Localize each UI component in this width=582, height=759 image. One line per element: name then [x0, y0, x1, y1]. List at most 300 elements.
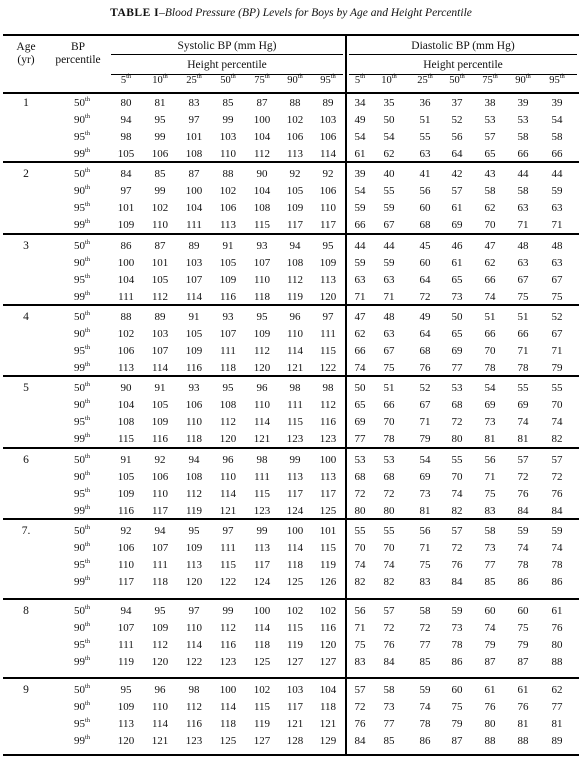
systolic-value: 97	[322, 311, 334, 323]
systolic-value: 94	[188, 454, 200, 466]
systolic-value: 113	[319, 471, 337, 483]
diastolic-value: 76	[383, 639, 395, 651]
diastolic-value: 81	[419, 505, 431, 517]
diastolic-value: 74	[383, 559, 395, 571]
pct-number: 25	[186, 75, 197, 86]
diastolic-value: 57	[451, 525, 463, 537]
diastolic-value: 62	[551, 684, 563, 696]
bp-number: 95	[73, 639, 85, 651]
diastolic-value: 63	[383, 328, 395, 340]
bp-number: 50	[73, 525, 85, 537]
systolic-value: 92	[154, 454, 166, 466]
systolic-value: 93	[222, 311, 234, 323]
pct-number: 50	[449, 75, 460, 86]
diastolic-value: 52	[551, 311, 563, 323]
age-cell: 5	[23, 382, 29, 394]
diastolic-value: 66	[517, 328, 529, 340]
diastolic-value: 55	[383, 185, 395, 197]
bp-percentile-cell	[50, 622, 90, 634]
diastolic-value: 55	[354, 525, 366, 537]
diastolic-value: 79	[419, 433, 431, 445]
diastolic-value: 80	[551, 639, 563, 651]
diastolic-value: 68	[383, 471, 395, 483]
systolic-value: 122	[219, 576, 237, 588]
bp-suffix: th	[84, 432, 90, 439]
diastolic-value: 88	[484, 735, 496, 747]
systolic-value: 104	[185, 202, 203, 214]
systolic-value: 91	[154, 382, 166, 394]
age-cell: 9	[23, 684, 29, 696]
systolic-value: 105	[185, 328, 203, 340]
systolic-value: 113	[286, 471, 304, 483]
pct-number: 50	[220, 75, 231, 86]
diastolic-value: 72	[419, 622, 431, 634]
systolic-value: 108	[253, 202, 271, 214]
diastolic-value: 51	[484, 311, 496, 323]
pct-suffix: th	[162, 73, 168, 80]
diastolic-value: 60	[517, 605, 529, 617]
bp-percentile-cell	[50, 148, 90, 160]
bp-number: 90	[73, 471, 85, 483]
systolic-value: 94	[120, 605, 132, 617]
bp-suffix: th	[84, 201, 90, 208]
pct-suffix: th	[264, 73, 270, 80]
systolic-value: 114	[253, 416, 271, 428]
diastolic-value: 49	[354, 114, 366, 126]
diastolic-value: 66	[484, 274, 496, 286]
systolic-value: 117	[319, 488, 337, 500]
systolic-value: 102	[319, 605, 337, 617]
systolic-value: 116	[185, 362, 203, 374]
systolic-value: 111	[320, 328, 336, 340]
systolic-value: 114	[151, 718, 169, 730]
systolic-value: 95	[322, 240, 334, 252]
systolic-value: 100	[286, 525, 304, 537]
bp-suffix: th	[84, 167, 90, 174]
diastolic-value: 58	[484, 185, 496, 197]
diastolic-value: 80	[484, 718, 496, 730]
systolic-value: 96	[154, 684, 166, 696]
systolic-value: 121	[319, 718, 337, 730]
systolic-value: 101	[319, 525, 337, 537]
diastolic-value: 72	[517, 471, 529, 483]
bp-suffix: th	[84, 541, 90, 548]
systolic-value: 115	[319, 542, 337, 554]
systolic-value: 98	[120, 131, 132, 143]
systolic-value: 94	[289, 240, 301, 252]
systolic-value: 114	[319, 148, 337, 160]
systolic-value: 117	[286, 219, 304, 231]
systolic-value: 106	[286, 131, 304, 143]
diastolic-value: 86	[551, 576, 563, 588]
systolic-value: 105	[151, 274, 169, 286]
systolic-value: 100	[253, 114, 271, 126]
diastolic-value: 67	[517, 274, 529, 286]
diastolic-value: 63	[517, 202, 529, 214]
diastolic-value: 86	[419, 735, 431, 747]
systolic-value: 119	[286, 639, 304, 651]
systolic-value: 114	[219, 701, 237, 713]
diastolic-value: 50	[451, 311, 463, 323]
pct-number: 75	[254, 75, 265, 86]
bp-percentile-header	[48, 41, 108, 67]
systolic-value: 114	[185, 639, 203, 651]
systolic-value: 125	[319, 505, 337, 517]
systolic-value: 109	[185, 542, 203, 554]
diastolic-value: 54	[383, 131, 395, 143]
systolic-value: 98	[188, 684, 200, 696]
bp-percentile-cell	[50, 240, 90, 252]
diastolic-value: 77	[354, 433, 366, 445]
systolic-value: 110	[319, 202, 337, 214]
diastolic-value: 87	[517, 656, 529, 668]
bp-number: 90	[73, 185, 85, 197]
systolic-value: 117	[286, 488, 304, 500]
diastolic-value: 66	[484, 328, 496, 340]
systolic-value: 116	[117, 505, 135, 517]
systolic-value: 116	[219, 291, 237, 303]
systolic-value: 127	[319, 656, 337, 668]
diastolic-value: 53	[383, 454, 395, 466]
systolic-height-pct	[179, 75, 209, 86]
diastolic-value: 74	[551, 416, 563, 428]
systolic-value: 124	[286, 505, 304, 517]
systolic-value: 94	[154, 525, 166, 537]
diastolic-value: 63	[354, 274, 366, 286]
bp-percentile-cell	[50, 718, 90, 730]
diastolic-value: 62	[484, 202, 496, 214]
diastolic-value: 59	[354, 202, 366, 214]
diastolic-value: 85	[419, 656, 431, 668]
age-cell: 8	[23, 605, 29, 617]
pct-suffix: th	[230, 73, 236, 80]
diastolic-value: 58	[517, 131, 529, 143]
diastolic-value: 72	[383, 488, 395, 500]
bp-suffix: th	[84, 130, 90, 137]
systolic-value: 88	[222, 168, 234, 180]
diastolic-value: 60	[419, 202, 431, 214]
diastolic-value: 55	[517, 382, 529, 394]
systolic-value: 101	[185, 131, 203, 143]
systolic-value: 123	[319, 433, 337, 445]
systolic-value: 81	[154, 97, 166, 109]
diastolic-value: 58	[419, 605, 431, 617]
diastolic-value: 75	[354, 639, 366, 651]
diastolic-height-pct	[374, 75, 404, 86]
diastolic-value: 52	[451, 114, 463, 126]
diastolic-value: 50	[354, 382, 366, 394]
diastolic-value: 76	[484, 701, 496, 713]
systolic-value: 112	[151, 639, 169, 651]
bp-number: 90	[73, 328, 85, 340]
systolic-value: 105	[286, 185, 304, 197]
systolic-value: 112	[219, 416, 237, 428]
systolic-value: 106	[319, 185, 337, 197]
group-separator	[3, 518, 579, 520]
systolic-value: 100	[185, 185, 203, 197]
diastolic-value: 55	[383, 525, 395, 537]
bp-number: 90	[73, 622, 85, 634]
header-rule	[3, 92, 579, 94]
diastolic-value: 57	[551, 454, 563, 466]
bp-suffix: th	[84, 256, 90, 263]
systolic-value: 118	[319, 701, 337, 713]
diastolic-value: 71	[354, 291, 366, 303]
diastolic-value: 51	[383, 382, 395, 394]
systolic-value: 107	[219, 328, 237, 340]
diastolic-value: 74	[354, 362, 366, 374]
bp-number: 95	[73, 202, 85, 214]
diastolic-value: 69	[451, 345, 463, 357]
diastolic-value: 47	[484, 240, 496, 252]
systolic-height-header: Height percentile	[187, 59, 267, 71]
bp-percentile-cell	[50, 576, 90, 588]
diastolic-value: 55	[419, 131, 431, 143]
bp-number: 99	[73, 576, 85, 588]
diastolic-value: 56	[419, 525, 431, 537]
diastolic-value: 61	[484, 684, 496, 696]
diastolic-value: 59	[517, 525, 529, 537]
systolic-value: 111	[254, 471, 270, 483]
systolic-value: 120	[219, 433, 237, 445]
diastolic-value: 84	[383, 656, 395, 668]
systolic-value: 112	[151, 291, 169, 303]
systolic-value: 97	[120, 185, 132, 197]
systolic-value: 108	[185, 471, 203, 483]
bp-suffix: th	[84, 310, 90, 317]
bp-percentile-cell	[50, 542, 90, 554]
systolic-value: 97	[188, 605, 200, 617]
systolic-value: 88	[289, 97, 301, 109]
systolic-value: 100	[117, 257, 135, 269]
diastolic-value: 69	[451, 219, 463, 231]
diastolic-value: 44	[551, 168, 563, 180]
systolic-value: 123	[286, 433, 304, 445]
diastolic-value: 59	[383, 257, 395, 269]
bp-number: 99	[73, 148, 85, 160]
bp-number: 95	[73, 345, 85, 357]
bp-header-line2: percentile	[55, 54, 101, 66]
diastolic-value: 75	[451, 701, 463, 713]
diastolic-value: 44	[354, 240, 366, 252]
diastolic-value: 78	[551, 559, 563, 571]
diastolic-value: 82	[551, 433, 563, 445]
diastolic-value: 75	[419, 559, 431, 571]
systolic-value: 119	[117, 656, 135, 668]
diastolic-value: 78	[484, 362, 496, 374]
diastolic-value: 67	[551, 328, 563, 340]
bp-number: 95	[73, 131, 85, 143]
systolic-underline	[111, 54, 343, 55]
diastolic-value: 59	[383, 202, 395, 214]
diastolic-value: 56	[354, 605, 366, 617]
bp-suffix: th	[84, 398, 90, 405]
bp-percentile-cell	[50, 362, 90, 374]
systolic-value: 110	[253, 274, 271, 286]
pct-suffix: th	[492, 73, 498, 80]
systolic-value: 107	[151, 345, 169, 357]
group-separator	[3, 304, 579, 306]
diastolic-value: 71	[419, 542, 431, 554]
diastolic-value: 75	[383, 362, 395, 374]
diastolic-value: 44	[517, 168, 529, 180]
systolic-value: 118	[219, 718, 237, 730]
systolic-value: 108	[185, 148, 203, 160]
diastolic-value: 72	[551, 471, 563, 483]
pct-number: 95	[549, 75, 560, 86]
systolic-height-pct	[280, 75, 310, 86]
systolic-value: 89	[322, 97, 334, 109]
diastolic-value: 61	[517, 684, 529, 696]
pct-suffix: th	[360, 73, 366, 80]
systolic-value: 103	[151, 328, 169, 340]
diastolic-value: 76	[517, 488, 529, 500]
diastolic-value: 53	[484, 114, 496, 126]
systolic-value: 113	[117, 362, 135, 374]
diastolic-value: 69	[419, 471, 431, 483]
systolic-value: 113	[185, 559, 203, 571]
diastolic-value: 74	[451, 488, 463, 500]
systolic-value: 115	[253, 701, 271, 713]
bp-suffix: th	[84, 604, 90, 611]
diastolic-value: 40	[383, 168, 395, 180]
systolic-value: 102	[286, 605, 304, 617]
systolic-value: 85	[154, 168, 166, 180]
diastolic-value: 77	[383, 718, 395, 730]
systolic-value: 112	[185, 701, 203, 713]
systolic-value: 95	[222, 382, 234, 394]
systolic-value: 100	[319, 454, 337, 466]
diastolic-value: 76	[551, 488, 563, 500]
systolic-value: 125	[219, 735, 237, 747]
systolic-value: 89	[154, 311, 166, 323]
systolic-value: 109	[185, 345, 203, 357]
diastolic-value: 79	[484, 639, 496, 651]
systolic-value: 110	[219, 148, 237, 160]
diastolic-value: 69	[484, 399, 496, 411]
systolic-value: 113	[286, 148, 304, 160]
systolic-value: 110	[286, 328, 304, 340]
systolic-height-pct	[213, 75, 243, 86]
systolic-value: 113	[319, 274, 337, 286]
pct-suffix: th	[297, 73, 303, 80]
diastolic-value: 76	[419, 362, 431, 374]
systolic-value: 88	[120, 311, 132, 323]
diastolic-value: 71	[551, 345, 563, 357]
systolic-value: 85	[222, 97, 234, 109]
bp-suffix: th	[84, 717, 90, 724]
diastolic-value: 71	[517, 345, 529, 357]
diastolic-value: 69	[517, 399, 529, 411]
diastolic-value: 81	[551, 718, 563, 730]
systolic-value: 115	[253, 488, 271, 500]
systolic-value: 99	[222, 114, 234, 126]
bp-number: 99	[73, 433, 85, 445]
diastolic-value: 84	[551, 505, 563, 517]
diastolic-value: 59	[419, 684, 431, 696]
systolic-value: 110	[185, 416, 203, 428]
bp-number: 95	[73, 274, 85, 286]
systolic-value: 117	[286, 701, 304, 713]
systolic-value: 103	[185, 257, 203, 269]
systolic-value: 83	[188, 97, 200, 109]
bp-suffix: th	[84, 381, 90, 388]
systolic-value: 108	[219, 399, 237, 411]
diastolic-value: 86	[451, 656, 463, 668]
diastolic-value: 83	[354, 656, 366, 668]
diastolic-value: 66	[354, 345, 366, 357]
systolic-value: 104	[253, 185, 271, 197]
diastolic-value: 74	[551, 542, 563, 554]
diastolic-value: 71	[517, 219, 529, 231]
bp-suffix: th	[84, 700, 90, 707]
diastolic-value: 57	[517, 454, 529, 466]
diastolic-value: 38	[484, 97, 496, 109]
systolic-value: 106	[219, 202, 237, 214]
systolic-value: 109	[319, 257, 337, 269]
diastolic-value: 64	[451, 148, 463, 160]
diastolic-value: 65	[451, 274, 463, 286]
systolic-value: 91	[222, 240, 234, 252]
systolic-value: 84	[120, 168, 132, 180]
diastolic-value: 47	[354, 311, 366, 323]
pct-number: 5	[120, 75, 127, 86]
systolic-value: 99	[289, 454, 301, 466]
systolic-value: 104	[117, 274, 135, 286]
diastolic-value: 67	[419, 399, 431, 411]
pct-number: 95	[320, 75, 331, 86]
systolic-value: 116	[151, 433, 169, 445]
bp-number: 99	[73, 505, 85, 517]
bp-percentile-cell	[50, 525, 90, 537]
systolic-value: 106	[319, 131, 337, 143]
pct-number: 75	[482, 75, 493, 86]
diastolic-value: 65	[484, 148, 496, 160]
bp-percentile-cell	[50, 345, 90, 357]
systolic-value: 105	[117, 148, 135, 160]
diastolic-value: 61	[551, 605, 563, 617]
diastolic-value: 82	[451, 505, 463, 517]
systolic-value: 114	[185, 291, 203, 303]
bp-number: 90	[73, 701, 85, 713]
diastolic-value: 46	[451, 240, 463, 252]
systolic-value: 106	[117, 542, 135, 554]
diastolic-value: 67	[383, 345, 395, 357]
systolic-value: 90	[120, 382, 132, 394]
systolic-value: 109	[286, 202, 304, 214]
systolic-value: 104	[253, 131, 271, 143]
systolic-value: 118	[253, 291, 271, 303]
diastolic-value: 67	[551, 274, 563, 286]
systolic-value: 121	[253, 433, 271, 445]
bp-percentile-cell	[50, 274, 90, 286]
systolic-value: 110	[117, 559, 135, 571]
bp-percentile-cell	[50, 605, 90, 617]
systolic-value: 95	[256, 311, 268, 323]
diastolic-value: 68	[419, 219, 431, 231]
diastolic-value: 84	[451, 576, 463, 588]
bp-number: 95	[73, 718, 85, 730]
systolic-value: 111	[287, 399, 303, 411]
diastolic-height-pct	[475, 75, 505, 86]
diastolic-value: 73	[484, 542, 496, 554]
bp-number: 90	[73, 257, 85, 269]
systolic-value: 115	[117, 433, 135, 445]
age-header-line2: (yr)	[17, 54, 35, 66]
bp-percentile-cell	[50, 416, 90, 428]
diastolic-value: 80	[354, 505, 366, 517]
bp-number: 99	[73, 219, 85, 231]
